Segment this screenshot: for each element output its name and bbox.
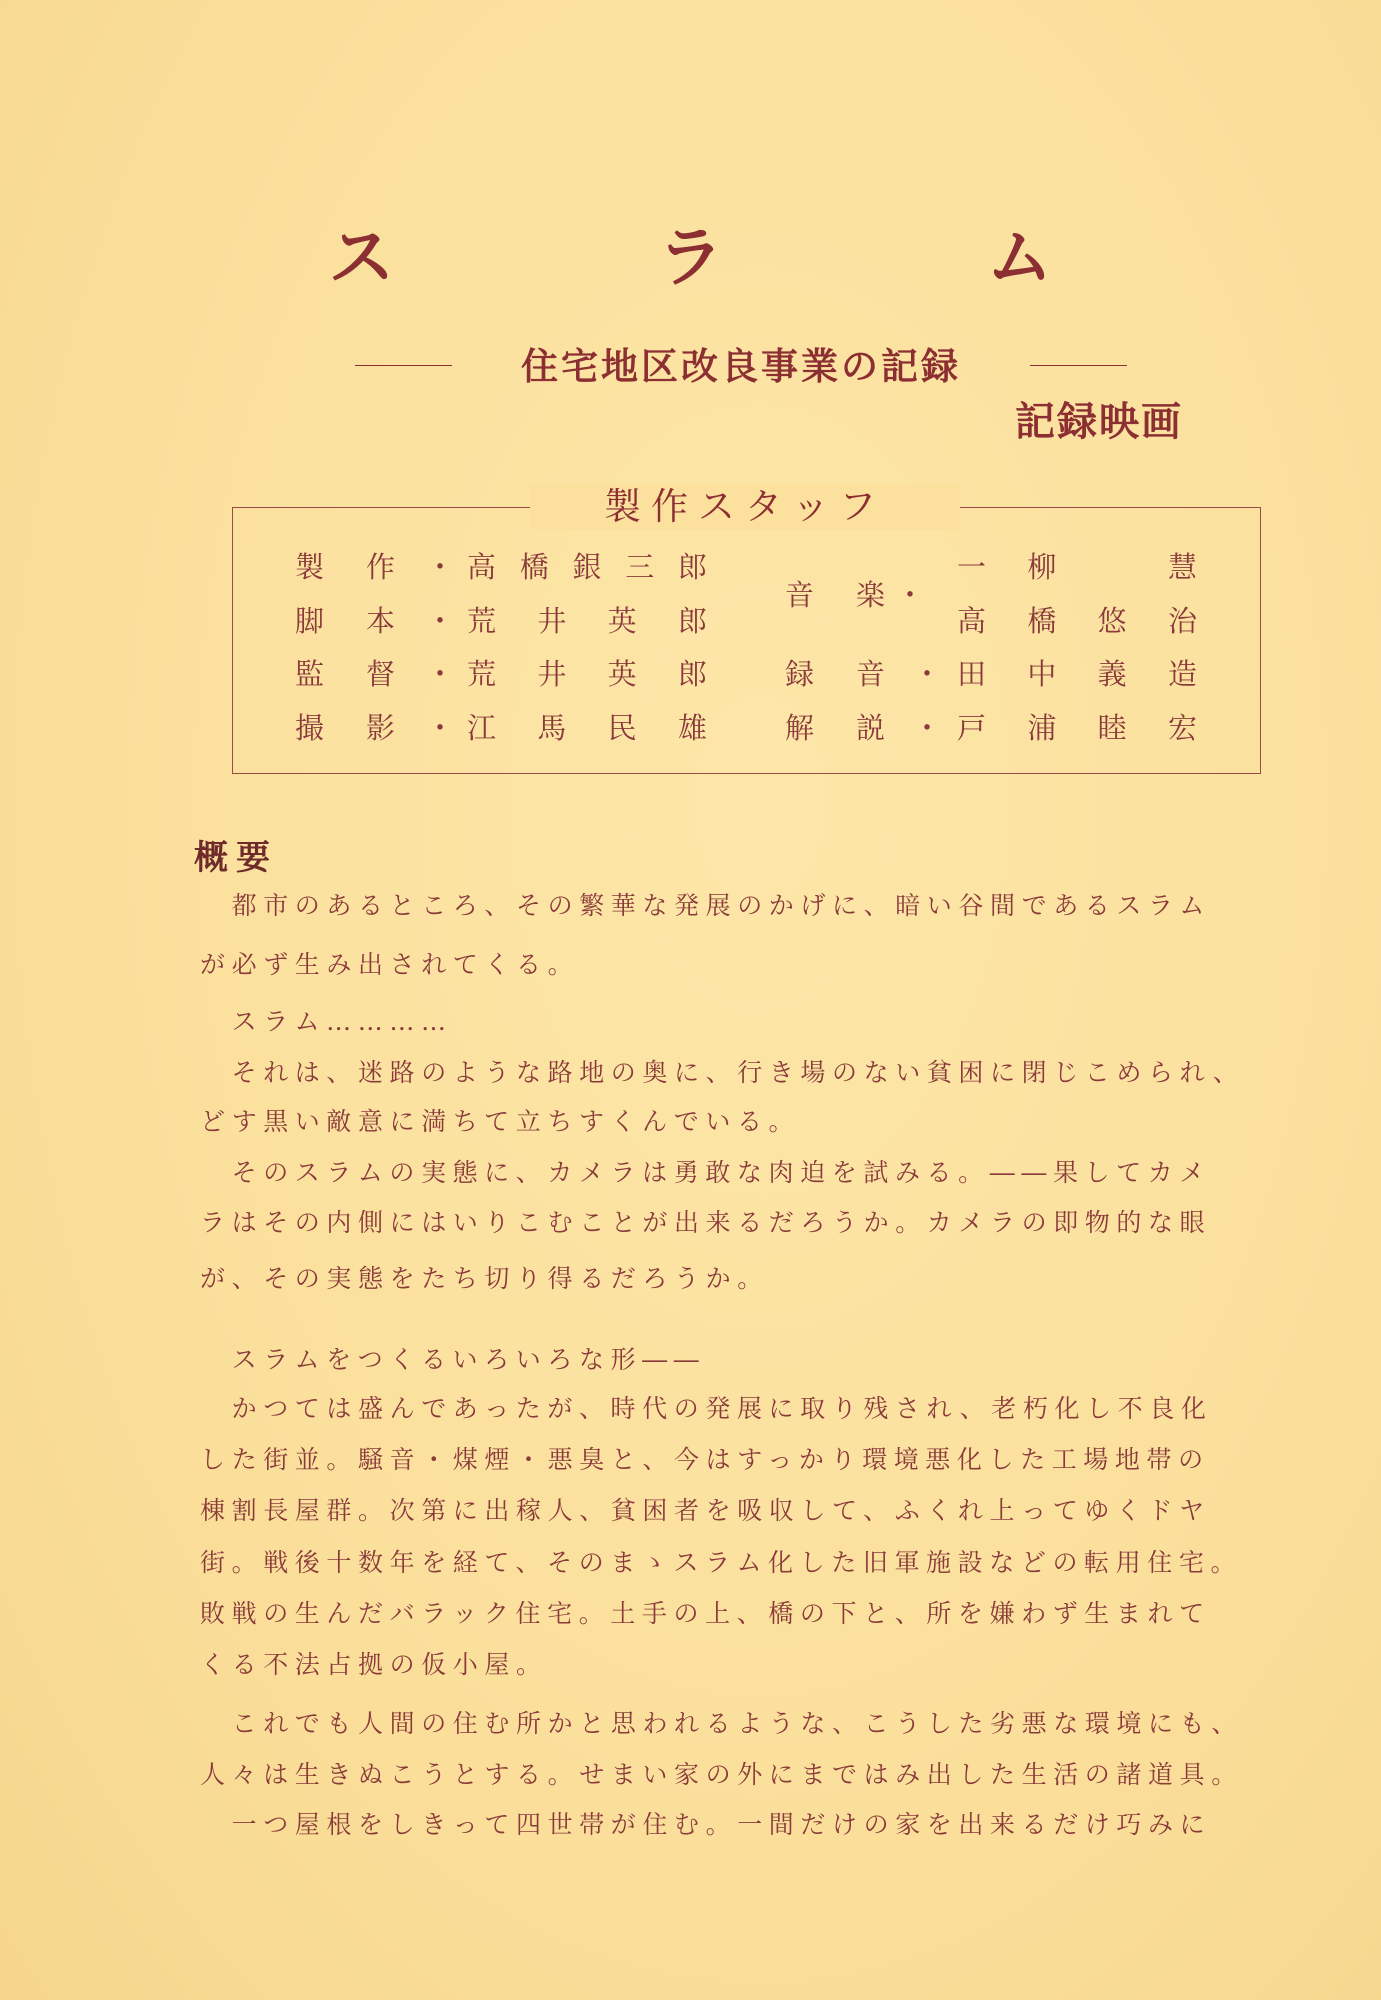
staff-name: 高橋悠治 — [957, 604, 1197, 638]
staff-row-left — [295, 550, 735, 584]
summary-line: どす黒い敵意に満ちて立ちすくんでいる。 — [200, 1107, 801, 1136]
summary-line: が必ず生み出されてくる。 — [200, 950, 580, 979]
staff-role: 録音 — [785, 657, 885, 691]
staff-separator: ・ — [912, 657, 942, 691]
summary-line: これでも人間の住む所かと思われるような、こうした劣悪な環境にも、 — [200, 1709, 1243, 1738]
summary-line: 街。戦後十数年を経て、そのまゝスラム化した旧軍施設などの転用住宅。 — [200, 1548, 1243, 1577]
staff-name: 田中義造 — [957, 657, 1197, 691]
staff-name: 荒井英郎 — [467, 604, 707, 638]
staff-row-left — [295, 604, 735, 638]
staff-row-right — [785, 711, 1225, 745]
film-genre: 記録映画 — [1015, 398, 1183, 445]
staff-name: 江馬民雄 — [467, 711, 707, 745]
staff-name: 一柳 慧 — [957, 550, 1197, 584]
summary-line: くる不法占拠の仮小屋。 — [200, 1650, 548, 1679]
film-title: ス ラ ム — [328, 219, 1173, 296]
staff-separator: ・ — [425, 550, 455, 584]
staff-separator: ・ — [425, 711, 455, 745]
staff-separator: ・ — [425, 657, 455, 691]
summary-line: 一つ屋根をしきって四世帯が住む。一間だけの家を出来るだけ巧みに — [200, 1810, 1212, 1839]
summary-line: が、その実態をたち切り得るだろうか。 — [200, 1264, 769, 1293]
summary-line: 人々は生きぬこうとする。せまい家の外にまではみ出した生活の諸道具。 — [200, 1760, 1243, 1789]
staff-row-right — [785, 657, 1225, 691]
film-subtitle-block — [355, 345, 1127, 387]
film-subtitle: 住宅地区改良事業の記録 — [521, 344, 961, 388]
staff-role: 撮影 — [295, 711, 395, 745]
summary-line: そのスラムの実態に、カメラは勇敢な肉迫を試みる。――果してカメ — [200, 1158, 1211, 1187]
staff-row-left — [295, 657, 735, 691]
staff-name: 戸浦睦宏 — [957, 711, 1197, 745]
staff-separator: ・ — [912, 711, 942, 745]
summary-line: 都市のあるところ、その繁華な発展のかげに、暗い谷間であるスラム — [200, 891, 1211, 920]
staff-role: 音楽 — [785, 578, 885, 612]
staff-role: 製作 — [295, 550, 395, 584]
summary-line: スラムをつくるいろいろな形―― — [200, 1345, 706, 1374]
summary-heading: 概要 — [194, 838, 278, 878]
staff-role: 監督 — [295, 657, 395, 691]
summary-line: した街並。騒音・煤煙・悪臭と、今はすっかり環境悪化した工場地帯の — [200, 1445, 1210, 1474]
summary-line: スラム………… — [200, 1007, 453, 1036]
summary-line: かつては盛んであったが、時代の発展に取り残され、老朽化し不良化 — [200, 1394, 1213, 1423]
summary-line: 敗戦の生んだバラック住宅。土手の上、橋の下と、所を嫌わず生まれて — [200, 1599, 1211, 1628]
summary-line: それは、迷路のような路地の奥に、行き場のない貧困に閉じこめられ、 — [200, 1058, 1245, 1087]
staff-role: 脚本 — [295, 604, 395, 638]
staff-name: 高橋銀三郎 — [467, 550, 707, 584]
staff-name-music-1 — [957, 550, 1197, 584]
staff-separator: ・ — [895, 578, 925, 612]
staff-heading: 製作スタッフ — [530, 484, 960, 530]
staff-name-music-2 — [957, 604, 1197, 638]
staff-separator: ・ — [425, 604, 455, 638]
staff-row-left — [295, 711, 735, 745]
staff-name: 荒井英郎 — [467, 657, 707, 691]
summary-line: ラはその内側にはいりこむことが出来るだろうか。カメラの即物的な眼 — [200, 1208, 1212, 1237]
summary-line: 棟割長屋群。次第に出稼人、貧困者を吸収して、ふくれ上ってゆくドヤ — [200, 1496, 1211, 1525]
staff-role: 解説 — [785, 711, 885, 745]
